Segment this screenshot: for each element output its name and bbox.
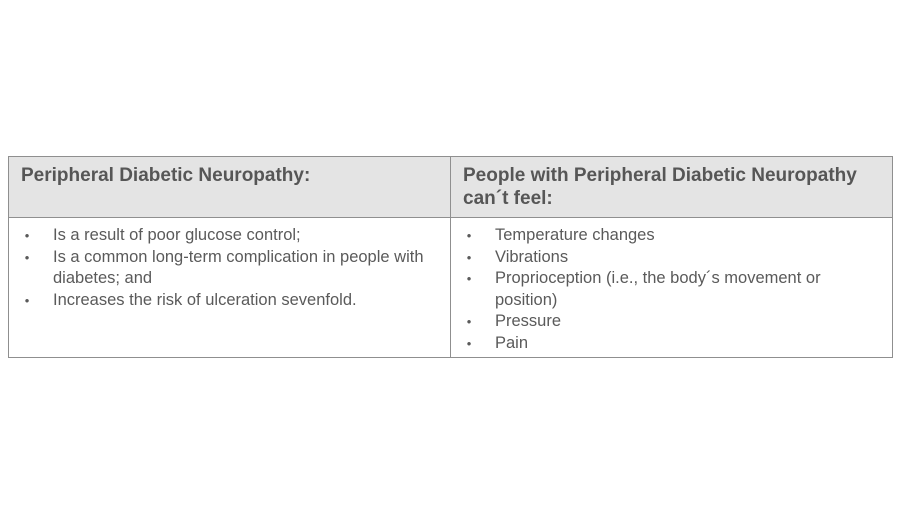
header-cell-cannot-feel <box>451 157 892 218</box>
bullet-icon: • <box>466 228 472 243</box>
list-item: • Proprioception (i.e., the body´s movement or position) <box>463 268 880 311</box>
header-definition-label: Peripheral Diabetic Neuropathy: <box>21 165 311 186</box>
bullet-icon: • <box>24 228 30 243</box>
neuropathy-table <box>8 156 893 358</box>
header-cell-definition <box>9 157 451 218</box>
bullet-icon: • <box>466 314 472 329</box>
bullet-icon: • <box>466 271 472 286</box>
bullet-icon: • <box>24 292 30 308</box>
list-item: • Temperature changes <box>463 225 880 247</box>
list-item: • Increases the risk of ulceration sevenfold. <box>21 290 438 312</box>
list-item: • Is a result of poor glucose control; <box>21 225 438 247</box>
list-item: • Pressure <box>463 311 880 333</box>
bullet-icon: • <box>466 335 472 351</box>
bullet-icon: • <box>24 249 30 265</box>
definition-list <box>21 225 438 311</box>
bullet-icon: • <box>466 249 472 265</box>
header-cannot-feel-label: People with Peripheral Diabetic Neuropathy can´t feel: <box>463 165 857 209</box>
list-item: • Is a common long-term complication in people with diabetes; and <box>21 247 438 290</box>
definition-cell <box>9 218 451 357</box>
list-item: • Pain <box>463 333 880 355</box>
cannot-feel-list <box>463 225 880 354</box>
cannot-feel-cell <box>451 218 892 357</box>
list-item: • Vibrations <box>463 247 880 269</box>
